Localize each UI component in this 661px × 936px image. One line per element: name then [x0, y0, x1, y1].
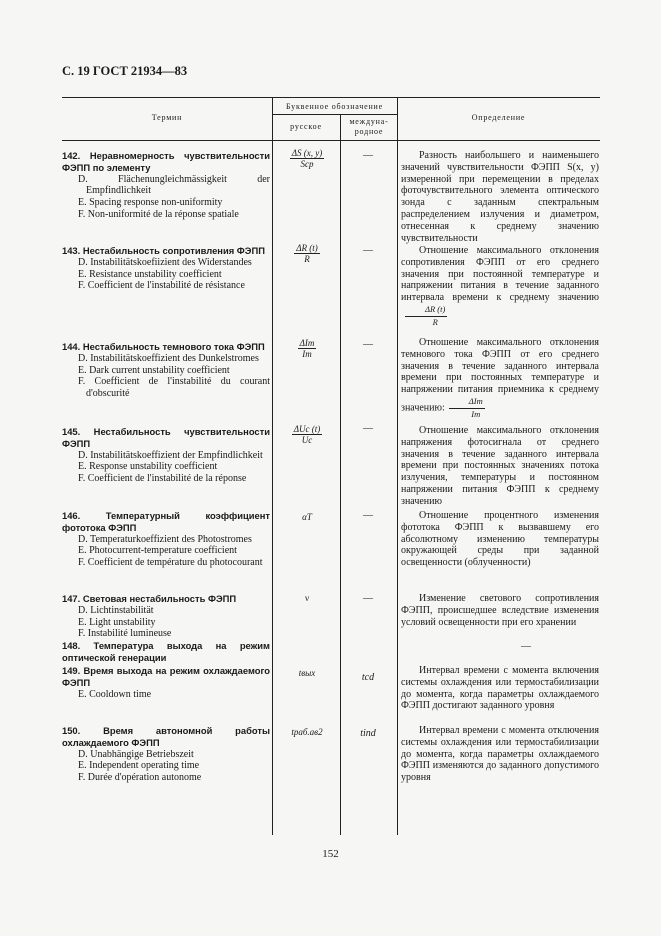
col-intl-header: междуна- родное	[349, 117, 389, 136]
intl-142: —	[363, 150, 373, 161]
term-143: 143. Нестабильность сопротивления ФЭПП D. Instabilitätskoefiizient des Widerstandes E. Resistance unstability coefficient F. Coefficient de l'instabilité de résistance	[62, 245, 265, 292]
definition-142: Разность наибольшего и наименьшего значений чувствительности ФЭПП S(x, y) измеренной при перемещении в пределах фоточувствительного элемента оптического зонда с заданным спектральным распределением излучения и диаметром, отнесенная к среднему значению чувствительности	[401, 150, 599, 244]
term-144: 144. Нестабильность темнового тока ФЭПП D. Instabilitätskoeffizient des Dunkelstromes E. Dark current unstability coefficient F. Coefficient de l'instabilité du courant d'obscurité	[62, 341, 270, 400]
intl-145: —	[363, 423, 373, 434]
page-number: 152	[322, 848, 339, 860]
term-148: 148. Температура выхода на режим оптической генерации	[62, 640, 270, 663]
intl-149: tcd	[361, 672, 375, 683]
symbol-144: $\frac{\text{ΔIт}}{Iт}$	[299, 338, 315, 359]
symbol-145: $\frac{\text{ΔUс (t)}}{Uс}$	[293, 424, 321, 445]
definition-148: —	[521, 641, 531, 652]
definition-147: Изменение светового сопротивления ФЭПП, происшедшее вследствие изменения условий освещенности при его хранении	[401, 593, 599, 628]
table-top-rule	[62, 97, 600, 98]
intl-147: —	[363, 593, 373, 604]
column-divider-1	[272, 97, 273, 835]
definition-145: Отношение максимального отклонения напряжения фотосигнала от среднего значения в течение заданного интервала времени при постоянных значениях потока излучения, температуры и постоянном напряжении питания ФЭПП к среднему значению	[401, 425, 599, 507]
symbol-147: ν	[304, 593, 310, 603]
symbol-143: $\frac{\Delta R (t)}{R}$	[296, 243, 318, 264]
definition-149: Интервал времени с момента включения системы охлаждения или термостабилизации до момента, когда параметры охлаждаемого ФЭПП достигают заданного уровня	[401, 665, 599, 712]
definition-150: Интервал времени с момента отключения системы охлаждения или термостабилизации до момента, когда параметры охлаждаемого ФЭПП изменяются до заданного допустимого уровня	[401, 725, 599, 784]
table-head-bottom-rule	[62, 140, 600, 141]
term-149: 149. Время выхода на режим охлаждаемого ФЭПП E. Cooldown time	[62, 665, 270, 700]
symbol-142: $\frac{\Delta S (x, y)}{\text{Sср}}$	[291, 148, 323, 169]
term-150: 150. Время автономной работы охлаждаемого ФЭПП D. Unabhängige Betriebszeit E. Independent operating time F. Durée d'opération autonome	[62, 725, 270, 784]
column-divider-2	[340, 114, 341, 835]
intl-143: —	[363, 245, 373, 256]
intl-146: —	[363, 510, 373, 521]
col-definition-header: Определение	[471, 113, 526, 122]
term-145: 145. Нестабильность чувствительности ФЭПП D. Instabilitätskoeffizient der Empfindlichkeit E. Response unstability coefficient F. Coefficient de l'instabilité de la réponse	[62, 426, 270, 485]
symbol-146: αT	[302, 512, 312, 522]
col-term-header: Термин	[151, 113, 183, 122]
symbol-group-rule	[272, 114, 397, 115]
definition-144: Отношение максимального отклонения темнового тока ФЭПП от его среднего значения в течение заданного интервала времени при постоянных температуре и напряжении питания приемника к среднему значению: ΔIт Iт	[401, 337, 599, 419]
symbol-149: tвых	[298, 668, 316, 678]
intl-144: —	[363, 339, 373, 350]
term-142: 142. Неравномерность чувствительности ФЭПП по элементу D. Flächenungleichmässigkeit der Empfindlichkeit E. Spacing response non-uniformity F. Non-uniformité de la réponse spatiale	[62, 150, 270, 220]
definition-146: Отношение процентного изменения фототока ФЭПП к вызвавшему его абсолютному изменению температуры окружающей среды при заданной освещенности (облученности)	[401, 510, 599, 569]
term-146: 146. Температурный коэффициент фототока ФЭПП D. Temperaturkoeffizient des Photostromes E. Photocurrent-temperature coefficient F. Coefficient de température du photocourant	[62, 510, 270, 569]
column-divider-3	[397, 97, 398, 835]
page-header: С. 19 ГОСТ 21934—83	[62, 64, 188, 78]
term-147: 147. Световая нестабильность ФЭПП D. Lichtinstabilität E. Light unstability F. Instabilité lumineuse	[62, 593, 237, 640]
definition-143: Отношение максимального отклонения сопротивления ФЭПП от его среднего значения при постоянной температуре и напряжении питания в течение заданного интервала времени к среднему значению $\frac{\Delta R (t)}{R}$	[401, 245, 599, 327]
col-symbol-header: Буквенное обозначение	[285, 102, 383, 111]
intl-150: tind	[360, 728, 376, 739]
symbol-150: tраб.ав2	[291, 727, 323, 737]
col-ru-header: русское	[290, 122, 322, 131]
